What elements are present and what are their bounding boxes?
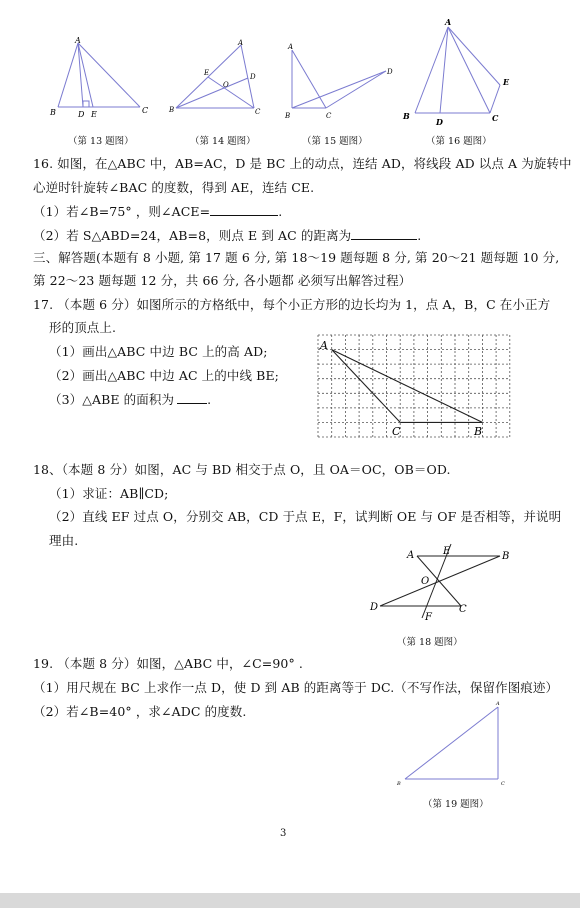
label-c: C — [459, 604, 467, 615]
label-c: C — [501, 781, 505, 787]
q17-line2: 形的顶点上. — [49, 320, 117, 335]
label-d: D — [250, 73, 256, 81]
figure-16 — [400, 15, 525, 130]
label-a: A — [445, 17, 452, 27]
label-e: E — [443, 546, 451, 557]
q19-line1: 19. （本题 8 分）如图，△ABC 中，∠C=90° . — [33, 656, 303, 671]
figure-13 — [45, 35, 155, 125]
q17-line1: 17. （本题 6 分）如图所示的方格纸中，每个小正方形的边长均为 1，点 A，B，C 在小正方 — [33, 297, 551, 312]
answer-blank[interactable] — [351, 228, 417, 240]
label-d: D — [436, 117, 443, 127]
label-c: C — [255, 108, 261, 116]
q16-part2-end: . — [417, 228, 422, 243]
page-number: 3 — [280, 828, 287, 839]
label-d: D — [78, 110, 85, 119]
label-c: C — [492, 113, 499, 123]
q17-part3 — [49, 392, 211, 408]
section3-line1: 三、解答题(本题有 8 小题, 第 17 题 6 分, 第 18～19 题每题 8 分, 第 20～21 题每题 10 分, — [33, 250, 560, 265]
q16-part1 — [33, 204, 282, 220]
q18-part1: （1）求证：AB∥CD; — [49, 486, 169, 501]
figure-16-caption: （第 16 题图） — [426, 136, 492, 147]
q16-part1-text: （1）若∠B=75° ，则∠ACE= — [33, 204, 211, 219]
q16-line1: 16. 如图，在△ABC 中，AB=AC，D 是 BC 上的动点，连结 AD，将线段 AD 以点 A 为旋转中 — [33, 156, 572, 171]
figure-19-caption: （第 19 题图） — [423, 799, 489, 810]
label-b: B — [397, 781, 401, 787]
label-a: A — [407, 550, 415, 561]
label-a: A — [496, 701, 500, 707]
q19-part2: （2）若∠B=40° ，求∠ADC 的度数. — [33, 704, 247, 719]
label-e: E — [204, 69, 210, 77]
figure-15 — [282, 38, 397, 123]
label-c: C — [392, 425, 401, 438]
q16-part2 — [33, 228, 421, 244]
label-d: D — [387, 68, 393, 76]
q19-part1: （1）用尺规在 BC 上求作一点 D，使 D 到 AB 的距离等于 DC.（不写作法，保留作图痕迹） — [33, 680, 559, 695]
label-a: A — [238, 39, 244, 47]
figure-17-grid — [308, 330, 518, 442]
answer-blank[interactable] — [210, 204, 278, 216]
figure-18 — [365, 540, 515, 635]
figure-19 — [395, 697, 515, 792]
label-b: B — [403, 111, 410, 121]
label-e: E — [91, 110, 97, 119]
q16-line2: 心逆时针旋转∠BAC 的度数，得到 AE，连结 CE. — [33, 180, 315, 195]
label-e: E — [503, 77, 510, 87]
q18-line1: 18、（本题 8 分）如图，AC 与 BD 相交于点 O，且 OA＝OC，OB＝OD. — [33, 462, 451, 477]
footer-band — [0, 893, 580, 908]
q16-part1-end: . — [278, 204, 283, 219]
figure-15-caption: （第 15 题图） — [302, 136, 368, 147]
label-b: B — [50, 108, 56, 117]
figure-14 — [166, 35, 271, 125]
label-b: B — [474, 425, 483, 438]
label-a: A — [288, 43, 294, 51]
section3-line2: 第 22～23 题每题 12 分，共 66 分, 各小题都 必须写出解答过程） — [33, 273, 412, 288]
label-b: B — [285, 112, 291, 120]
label-c: C — [142, 106, 149, 115]
label-d: D — [370, 602, 379, 613]
q18-part2-cont: 理由. — [49, 533, 79, 548]
label-b: B — [169, 106, 175, 114]
answer-blank[interactable] — [177, 392, 207, 404]
label-f: F — [425, 612, 432, 623]
q18-part2: （2）直线 EF 过点 O，分别交 AB，CD 于点 E，F，试判断 OE 与 OF 是否相等，并说明 — [49, 509, 562, 524]
q16-part2-text: （2）若 S△ABD=24，AB=8，则点 E 到 AC 的距离为 — [33, 228, 352, 243]
q17-part3-end: . — [207, 392, 212, 407]
q17-part2: （2）画出△ABC 中边 AC 上的中线 BE; — [49, 368, 279, 383]
figure-18-caption: （第 18 题图） — [397, 637, 463, 648]
label-b: B — [502, 551, 510, 562]
label-a: A — [320, 339, 328, 352]
label-c: C — [326, 112, 332, 120]
figure-14-caption: （第 14 题图） — [190, 136, 256, 147]
q17-part3-text: （3）△ABE 的面积为 — [49, 392, 175, 407]
label-a: A — [75, 36, 81, 45]
label-o: O — [223, 81, 229, 89]
figure-13-caption: （第 13 题图） — [68, 136, 134, 147]
label-o: O — [421, 576, 430, 587]
q17-part1: （1）画出△ABC 中边 BC 上的高 AD; — [49, 344, 268, 359]
